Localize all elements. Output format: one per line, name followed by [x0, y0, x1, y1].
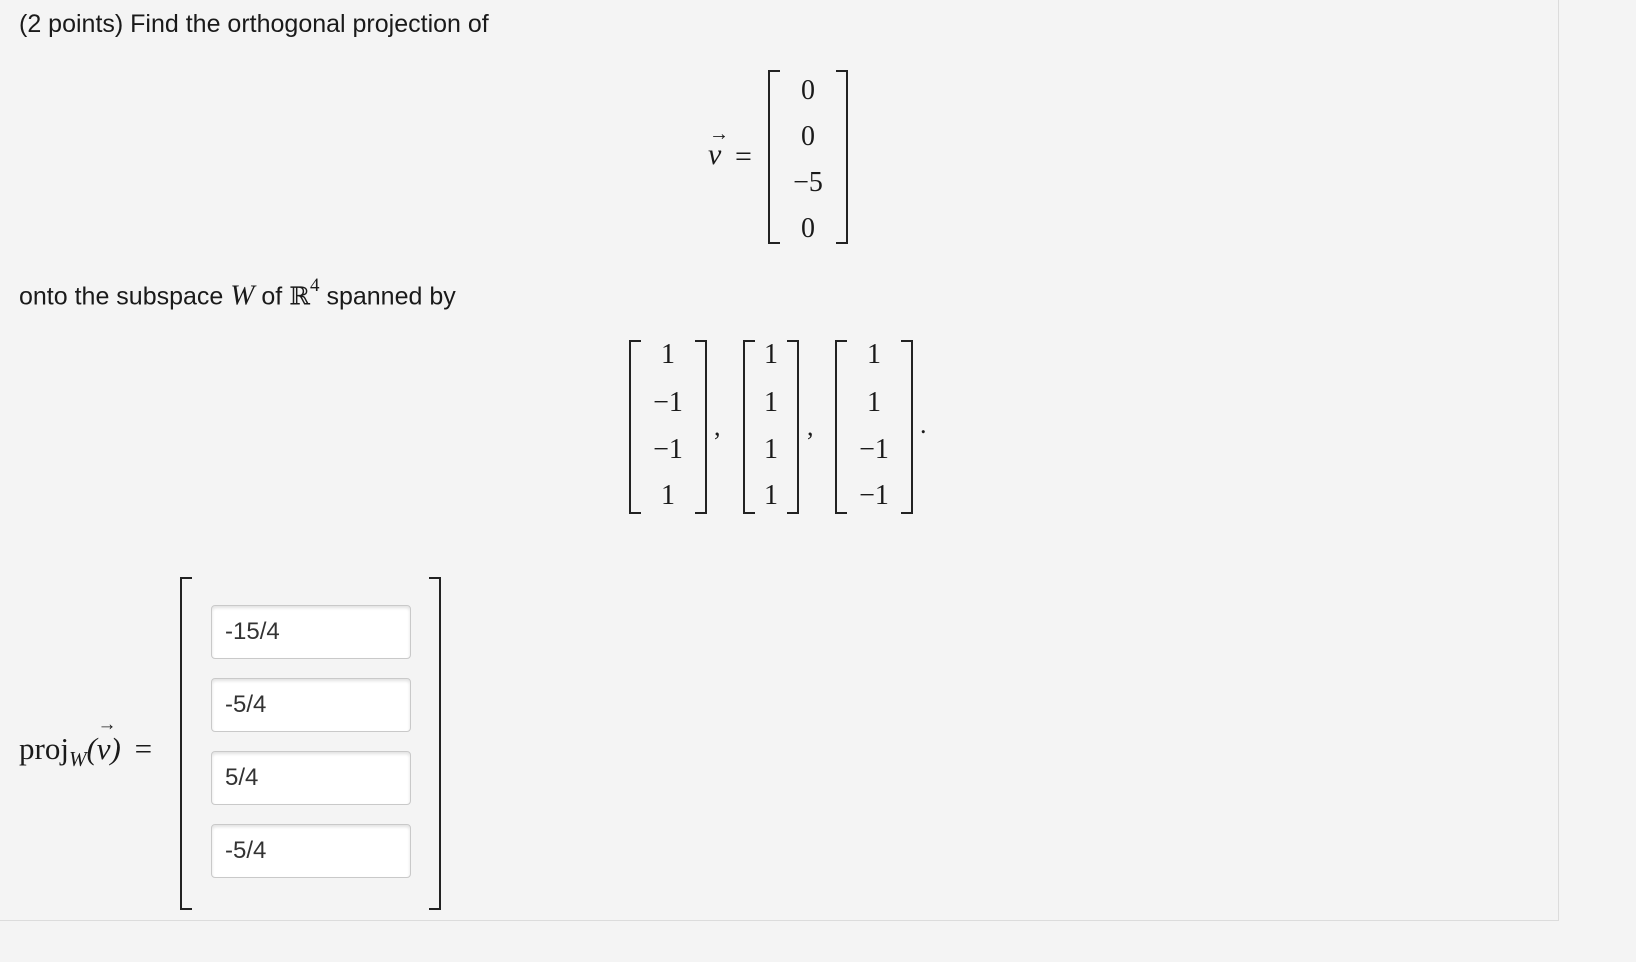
subspace-symbol: W [230, 279, 255, 312]
basis-entry: 1 [661, 480, 675, 511]
answer-input-4[interactable] [211, 824, 411, 878]
basis-entry: −1 [859, 434, 889, 465]
right-bracket [429, 577, 441, 910]
answer-input-1[interactable] [211, 605, 411, 659]
vector-v-entry: 0 [801, 75, 815, 106]
vector-v-symbol: v [708, 138, 722, 171]
onto-text: onto the subspace [19, 282, 224, 311]
basis-entry: 1 [764, 387, 778, 418]
basis-entry: −1 [653, 387, 683, 418]
answer-input-2[interactable] [211, 678, 411, 732]
real-space-symbol: ℝ [289, 281, 310, 311]
basis-entry: −1 [859, 480, 889, 511]
proj-argument [86, 714, 121, 766]
basis-entry: −1 [653, 434, 683, 465]
basis-vector-1 [629, 340, 707, 514]
proj-text: proj [19, 731, 69, 766]
vector-v-entry: 0 [801, 121, 815, 152]
basis-vector-3 [835, 340, 913, 514]
comma: , [714, 412, 721, 441]
basis-entry: 1 [764, 480, 778, 511]
projection-label [19, 714, 153, 772]
vector-arrow-icon: → [97, 714, 117, 735]
basis-entry: 1 [764, 339, 778, 370]
problem-intro: (2 points) Find the orthogonal projection of [19, 10, 489, 38]
basis-entry: 1 [867, 387, 881, 418]
period: . [920, 410, 927, 439]
basis-entry: 1 [661, 339, 675, 370]
space-exponent: 4 [310, 275, 320, 296]
proj-subscript: W [68, 747, 87, 772]
vector-v-matrix [768, 70, 848, 244]
vector-v-entry: −5 [793, 167, 823, 198]
equals-sign: = [735, 140, 752, 173]
basis-vector-2 [743, 340, 799, 514]
vector-arrow-icon: → [709, 123, 729, 145]
of-text: of [261, 282, 283, 311]
vector-v-label [708, 123, 729, 172]
spanned-by-text: spanned by [326, 282, 456, 311]
left-bracket [180, 577, 192, 910]
vector-v-entry: 0 [801, 213, 815, 244]
equals-sign: = [134, 731, 153, 766]
subspace-sentence [19, 275, 456, 312]
proj-argument-text: (v) [86, 731, 121, 766]
basis-entry: 1 [764, 434, 778, 465]
comma: , [807, 412, 814, 441]
basis-entry: 1 [867, 339, 881, 370]
answer-input-3[interactable] [211, 751, 411, 805]
